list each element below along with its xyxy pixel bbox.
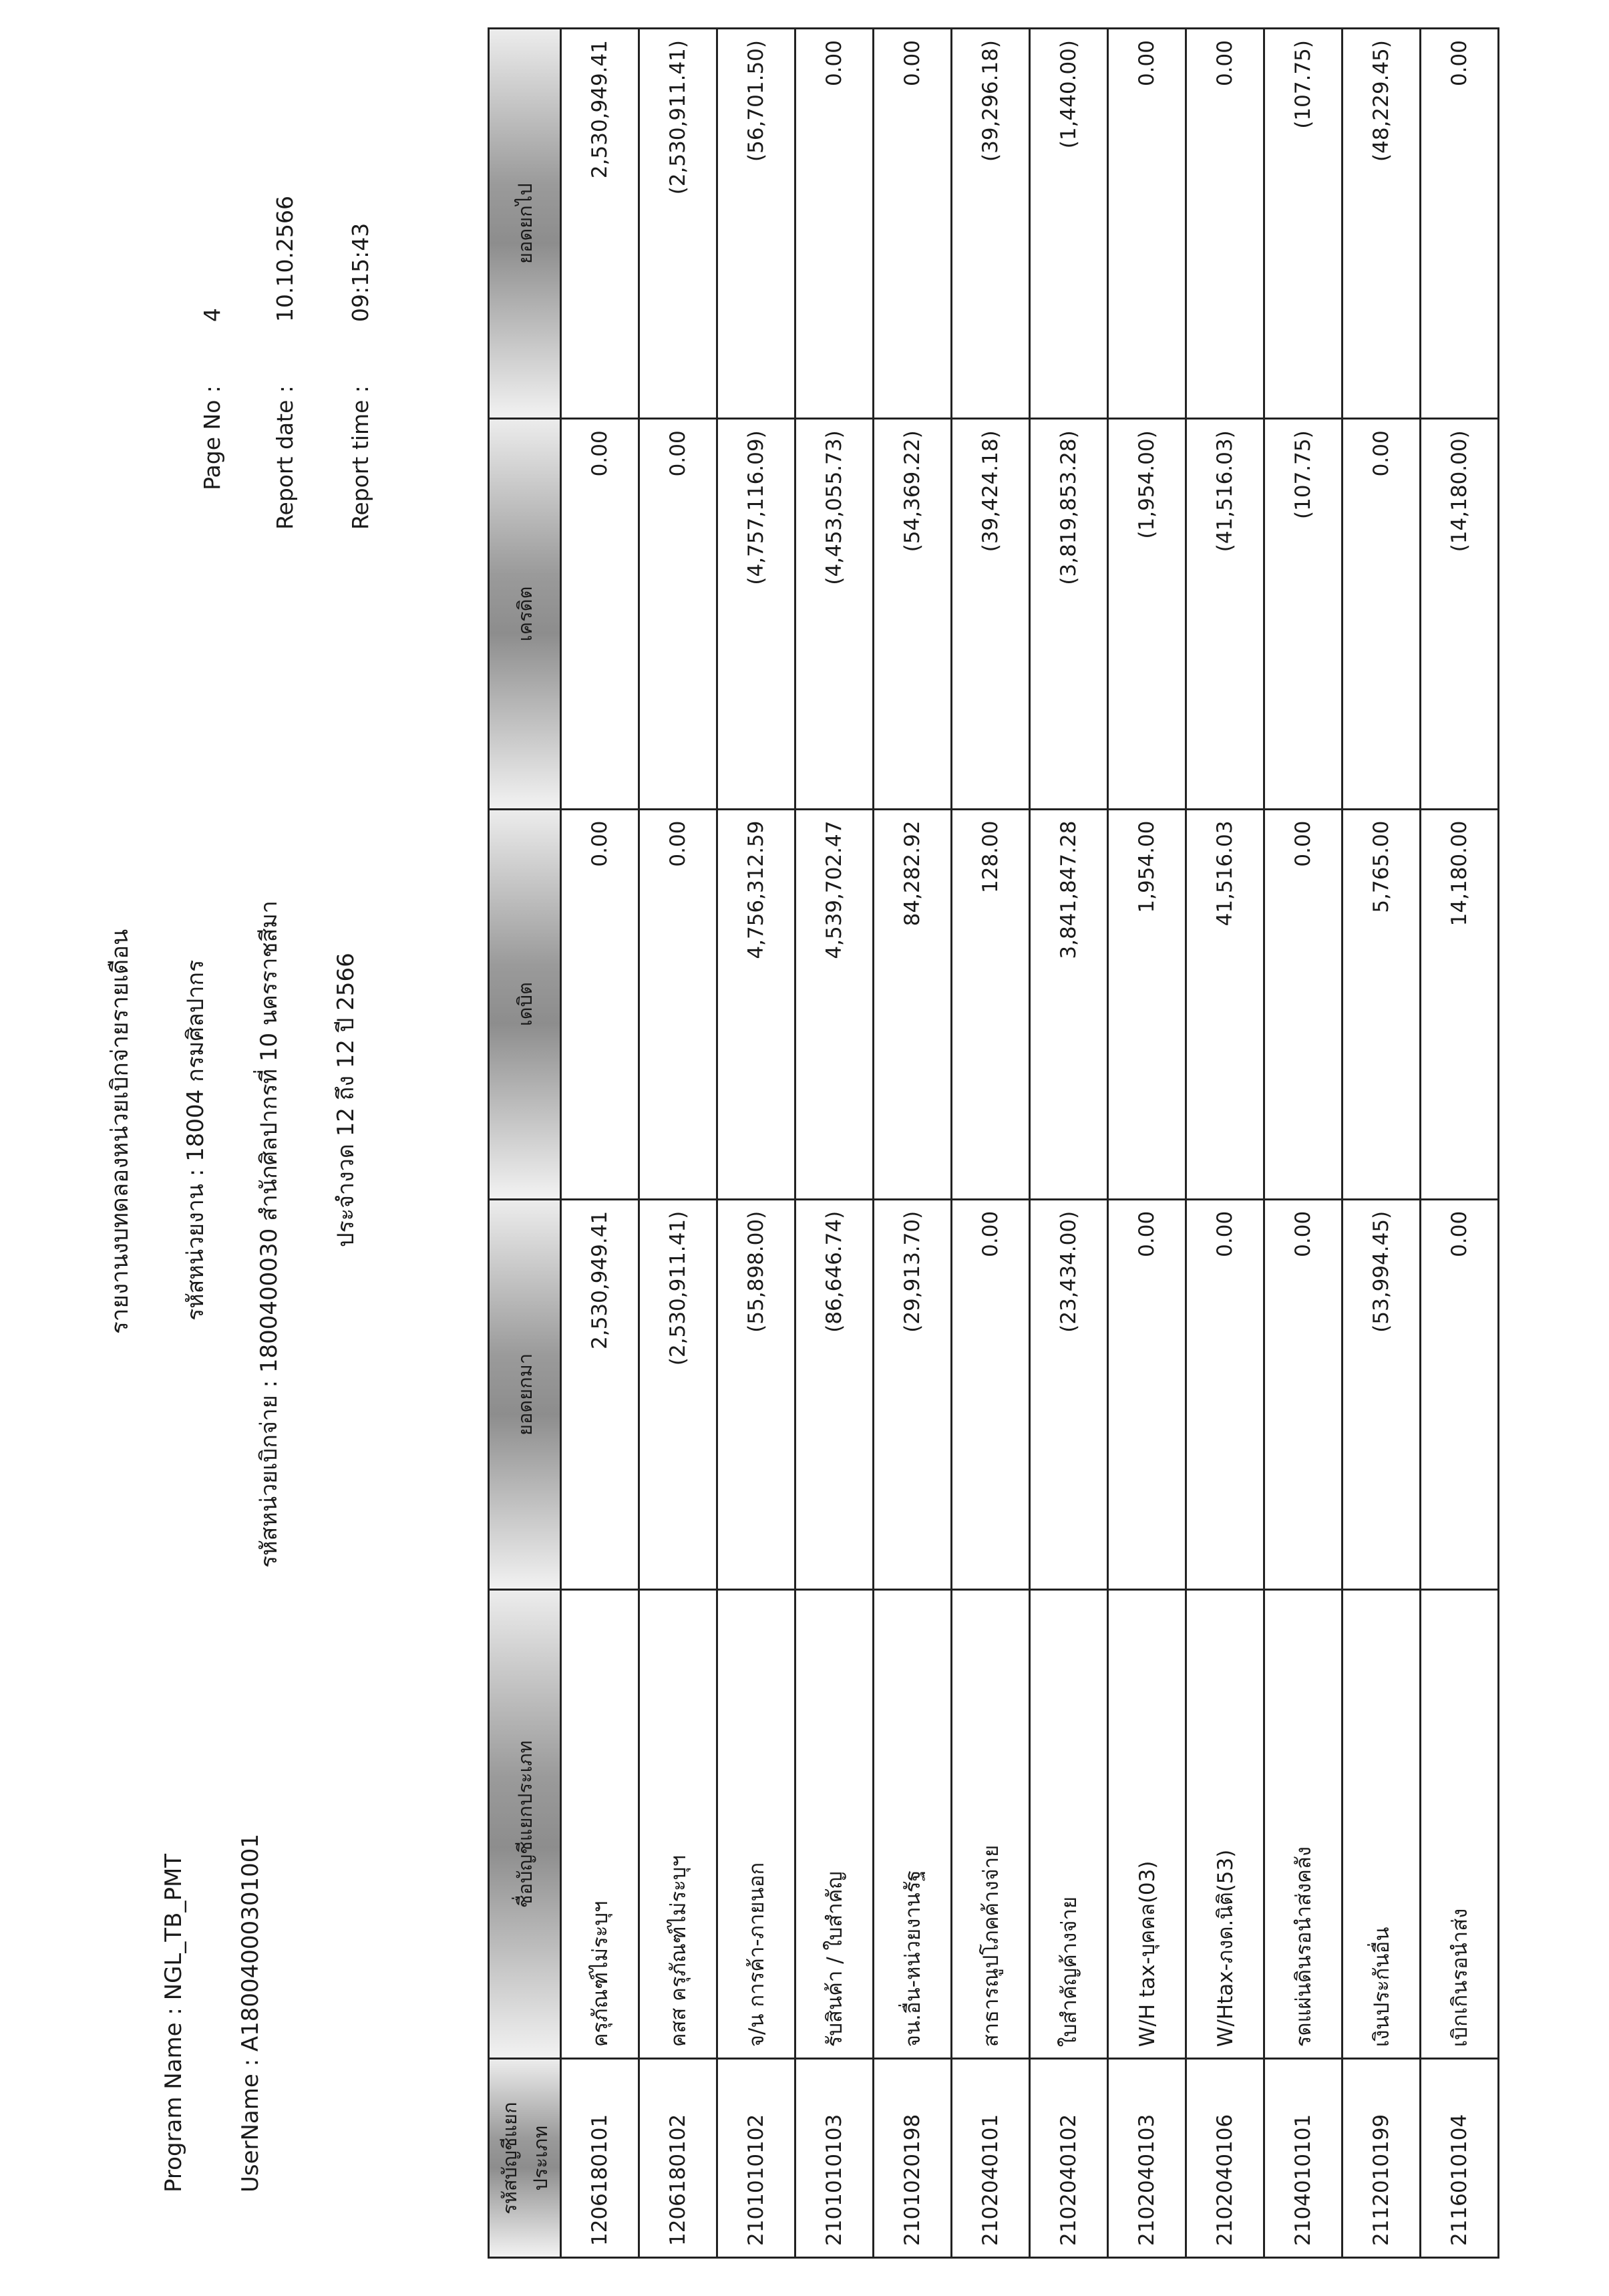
brought-forward-cell: (55,898.00) bbox=[717, 1199, 795, 1589]
debit-cell: 5,765.00 bbox=[1343, 809, 1421, 1199]
account-code-cell: 2102040101 bbox=[952, 2059, 1030, 2258]
disbursing-unit: รหัสหน่วยเบิกจ่าย : 1800400030 สำนักศิลปากรที่ 10 นครราชสีมา bbox=[256, 900, 283, 1568]
brought-forward-cell: 0.00 bbox=[1108, 1199, 1186, 1589]
table-row bbox=[639, 29, 717, 2258]
page-no-label: Page No : bbox=[199, 385, 225, 490]
report-time-label: Report time : bbox=[347, 385, 373, 530]
carried-forward-cell: (48,229.45) bbox=[1343, 29, 1421, 419]
brought-forward-cell: 0.00 bbox=[1264, 1199, 1343, 1589]
credit-cell: (107.75) bbox=[1264, 419, 1343, 809]
debit-cell: 3,841,847.28 bbox=[1030, 809, 1108, 1199]
table-row bbox=[952, 29, 1030, 2258]
credit-cell: (39,424.18) bbox=[952, 419, 1030, 809]
col-header-account-code: รหัสบัญชีแยกประเภท bbox=[489, 2059, 561, 2258]
report-date-label: Report date : bbox=[272, 385, 298, 530]
brought-forward-cell: (2,530,911.41) bbox=[639, 1199, 717, 1589]
account-code-cell: 2112010199 bbox=[1343, 2059, 1421, 2258]
credit-cell: (1,954.00) bbox=[1108, 419, 1186, 809]
trial-balance-table bbox=[488, 27, 1499, 2259]
account-name-cell: รดแผ่นดินรอนำส่งคลัง bbox=[1264, 1590, 1343, 2059]
table-row bbox=[1186, 29, 1264, 2258]
account-name-cell: คสส ครุภัณฑ์ไม่ระบุฯ bbox=[639, 1590, 717, 2059]
credit-cell: (4,453,055.73) bbox=[795, 419, 874, 809]
table-row bbox=[795, 29, 874, 2258]
debit-cell: 4,756,312.59 bbox=[717, 809, 795, 1199]
brought-forward-cell: (86,646.74) bbox=[795, 1199, 874, 1589]
carried-forward-cell: (2,530,911.41) bbox=[639, 29, 717, 419]
debit-cell: 14,180.00 bbox=[1421, 809, 1499, 1199]
report-time: 09:15:43 bbox=[347, 222, 373, 322]
report-period: ประจำงวด 12 ถึง 12 ปี 2566 bbox=[333, 953, 359, 1247]
table-row bbox=[717, 29, 795, 2258]
debit-cell: 41,516.03 bbox=[1186, 809, 1264, 1199]
credit-cell: (14,180.00) bbox=[1421, 419, 1499, 809]
account-name-cell: W/H tax-บุคคล(03) bbox=[1108, 1590, 1186, 2059]
carried-forward-cell: 0.00 bbox=[874, 29, 952, 419]
carried-forward-cell: 0.00 bbox=[1421, 29, 1499, 419]
account-name-cell: เบิกเกินรอนำส่ง bbox=[1421, 1590, 1499, 2059]
table-row bbox=[1343, 29, 1421, 2258]
credit-cell: (3,819,853.28) bbox=[1030, 419, 1108, 809]
credit-cell: (41,516.03) bbox=[1186, 419, 1264, 809]
debit-cell: 0.00 bbox=[639, 809, 717, 1199]
carried-forward-cell: (1,440.00) bbox=[1030, 29, 1108, 419]
carried-forward-cell: 0.00 bbox=[1108, 29, 1186, 419]
brought-forward-cell: 0.00 bbox=[1186, 1199, 1264, 1589]
brought-forward-cell: (23,434.00) bbox=[1030, 1199, 1108, 1589]
credit-cell: 0.00 bbox=[561, 419, 639, 809]
debit-cell: 1,954.00 bbox=[1108, 809, 1186, 1199]
account-code-cell: 2116010104 bbox=[1421, 2059, 1499, 2258]
col-header-credit: เครดิต bbox=[489, 419, 561, 809]
table-row bbox=[1264, 29, 1343, 2258]
carried-forward-cell: (56,701.50) bbox=[717, 29, 795, 419]
account-code-cell: 1206180101 bbox=[561, 2059, 639, 2258]
account-name-cell: เงินประกันอื่น bbox=[1343, 1590, 1421, 2059]
brought-forward-cell: 0.00 bbox=[952, 1199, 1030, 1589]
account-code-cell: 2101020198 bbox=[874, 2059, 952, 2258]
col-header-debit: เดบิต bbox=[489, 809, 561, 1199]
account-code-cell: 2104010101 bbox=[1264, 2059, 1343, 2258]
account-code-cell: 2102040102 bbox=[1030, 2059, 1108, 2258]
carried-forward-cell: (107.75) bbox=[1264, 29, 1343, 419]
col-header-carried-forward: ยอดยกไป bbox=[489, 29, 561, 419]
col-header-account-name: ชื่อบัญชีแยกประเภท bbox=[489, 1590, 561, 2059]
table-row bbox=[874, 29, 952, 2258]
table-row bbox=[561, 29, 639, 2258]
account-name-cell: จ/น การค้า-ภายนอก bbox=[717, 1590, 795, 2059]
page-no: 4 bbox=[199, 308, 225, 322]
account-name-cell: จน.อื่น-หน่วยงานรัฐ bbox=[874, 1590, 952, 2059]
table-row bbox=[1030, 29, 1108, 2258]
credit-cell: (54,369.22) bbox=[874, 419, 952, 809]
report-date: 10.10.2566 bbox=[272, 196, 298, 322]
report-title: รายงานงบทดลองหน่วยเบิกจ่ายรายเดือน bbox=[107, 929, 134, 1334]
table-row bbox=[1108, 29, 1186, 2258]
debit-cell: 0.00 bbox=[1264, 809, 1343, 1199]
table-header-row bbox=[489, 29, 561, 2258]
brought-forward-cell: (53,994.45) bbox=[1343, 1199, 1421, 1589]
account-name-cell: ครุภัณฑ์ไม่ระบุฯ bbox=[561, 1590, 639, 2059]
carried-forward-cell: 2,530,949.41 bbox=[561, 29, 639, 419]
username: UserName : A18004000301001 bbox=[237, 1834, 264, 2192]
col-header-brought-forward: ยอดยกมา bbox=[489, 1199, 561, 1589]
brought-forward-cell: 0.00 bbox=[1421, 1199, 1499, 1589]
table-row bbox=[1421, 29, 1499, 2258]
account-code-cell: 1206180102 bbox=[639, 2059, 717, 2258]
program-name: Program Name : NGL_TB_PMT bbox=[160, 1853, 187, 2192]
carried-forward-cell: 0.00 bbox=[1186, 29, 1264, 419]
account-code-cell: 2101010102 bbox=[717, 2059, 795, 2258]
debit-cell: 4,539,702.47 bbox=[795, 809, 874, 1199]
debit-cell: 84,282.92 bbox=[874, 809, 952, 1199]
debit-cell: 0.00 bbox=[561, 809, 639, 1199]
account-code-cell: 2102040103 bbox=[1108, 2059, 1186, 2258]
account-name-cell: รับสินค้า / ใบสำคัญ bbox=[795, 1590, 874, 2059]
account-name-cell: ใบสำคัญค้างจ่าย bbox=[1030, 1590, 1108, 2059]
carried-forward-cell: 0.00 bbox=[795, 29, 874, 419]
carried-forward-cell: (39,296.18) bbox=[952, 29, 1030, 419]
account-name-cell: สาธารณูปโภคค้างจ่าย bbox=[952, 1590, 1030, 2059]
brought-forward-cell: (29,913.70) bbox=[874, 1199, 952, 1589]
credit-cell: 0.00 bbox=[639, 419, 717, 809]
account-name-cell: W/Htax-ภงด.นิติ(53) bbox=[1186, 1590, 1264, 2059]
account-code-cell: 2102040106 bbox=[1186, 2059, 1264, 2258]
account-code-cell: 2101010103 bbox=[795, 2059, 874, 2258]
agency-code: รหัสหน่วยงาน : 18004 กรมศิลปากร bbox=[182, 959, 209, 1321]
debit-cell: 128.00 bbox=[952, 809, 1030, 1199]
credit-cell: 0.00 bbox=[1343, 419, 1421, 809]
brought-forward-cell: 2,530,949.41 bbox=[561, 1199, 639, 1589]
credit-cell: (4,757,116.09) bbox=[717, 419, 795, 809]
